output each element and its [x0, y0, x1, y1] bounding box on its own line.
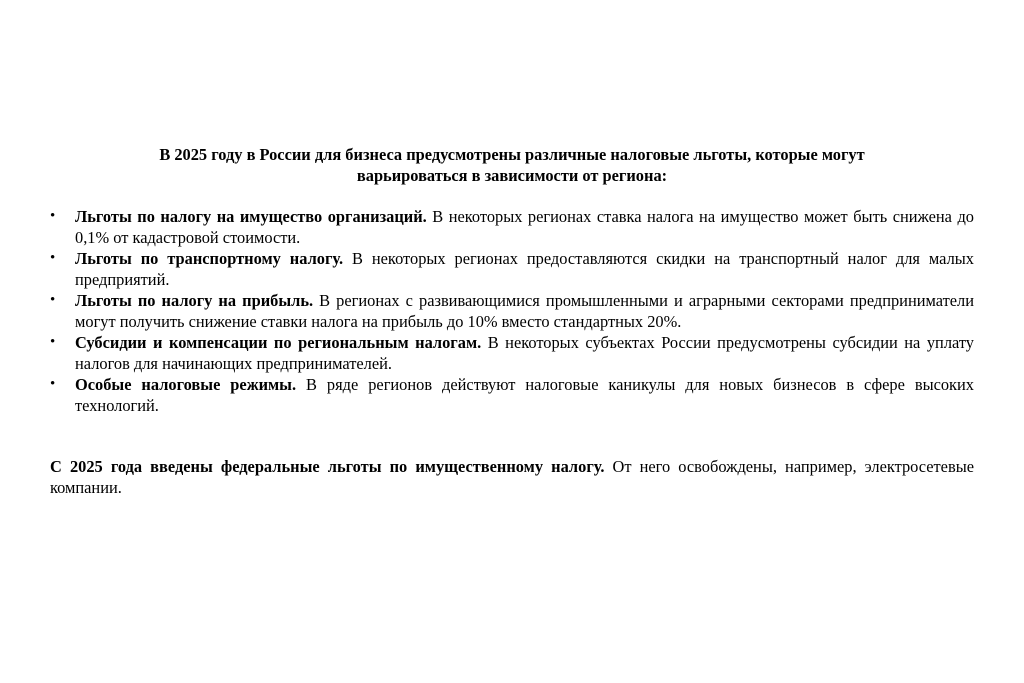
closing-lead: С 2025 года введены федеральные льготы по имущественному налогу.: [50, 457, 605, 476]
benefits-list: [48, 206, 974, 416]
item-lead: Особые налоговые режимы.: [75, 375, 297, 394]
closing-text: От него освобождены, например, электросетевые компании.: [50, 457, 974, 497]
item-text: В некоторых регионах ставка налога на имущество может быть снижена до 0,1% от кадастровой стоимости.: [75, 207, 974, 247]
list-item: [48, 332, 974, 374]
list-item: [48, 206, 974, 248]
list-item: [48, 290, 974, 332]
item-lead: Льготы по налогу на имущество организаций.: [75, 207, 427, 226]
heading-line-2: варьироваться в зависимости от региона:: [356, 166, 668, 185]
bullet-icon: •: [50, 376, 56, 392]
item-lead: Льготы по налогу на прибыль.: [75, 291, 314, 310]
item-lead: Льготы по транспортному налогу.: [75, 249, 344, 268]
bullet-icon: •: [50, 250, 56, 266]
bullet-icon: •: [50, 334, 56, 350]
item-lead: Субсидии и компенсации по региональным налогам.: [75, 333, 482, 352]
bullet-icon: •: [50, 292, 56, 308]
item-text: В регионах с развивающимися промышленными и аграрными секторами предприниматели могут получить снижение ставки налога на прибыль до 10% вместо стандартных 20%.: [75, 291, 974, 331]
heading-line-1: В 2025 году в России для бизнеса предусмотрены различные налоговые льготы, которые могут: [159, 145, 865, 164]
closing-paragraph: [50, 456, 974, 498]
item-text: В некоторых субъектах России предусмотрены субсидии на уплату налогов для начинающих предпринимателей.: [75, 333, 974, 373]
item-text: В ряде регионов действуют налоговые каникулы для новых бизнесов в сфере высоких технологий.: [75, 375, 974, 415]
list-item: [48, 374, 974, 416]
item-text: В некоторых регионах предоставляются скидки на транспортный налог для малых предприятий.: [75, 249, 974, 289]
list-item: [48, 248, 974, 290]
bullet-icon: •: [50, 208, 56, 224]
document-heading: [60, 144, 964, 186]
